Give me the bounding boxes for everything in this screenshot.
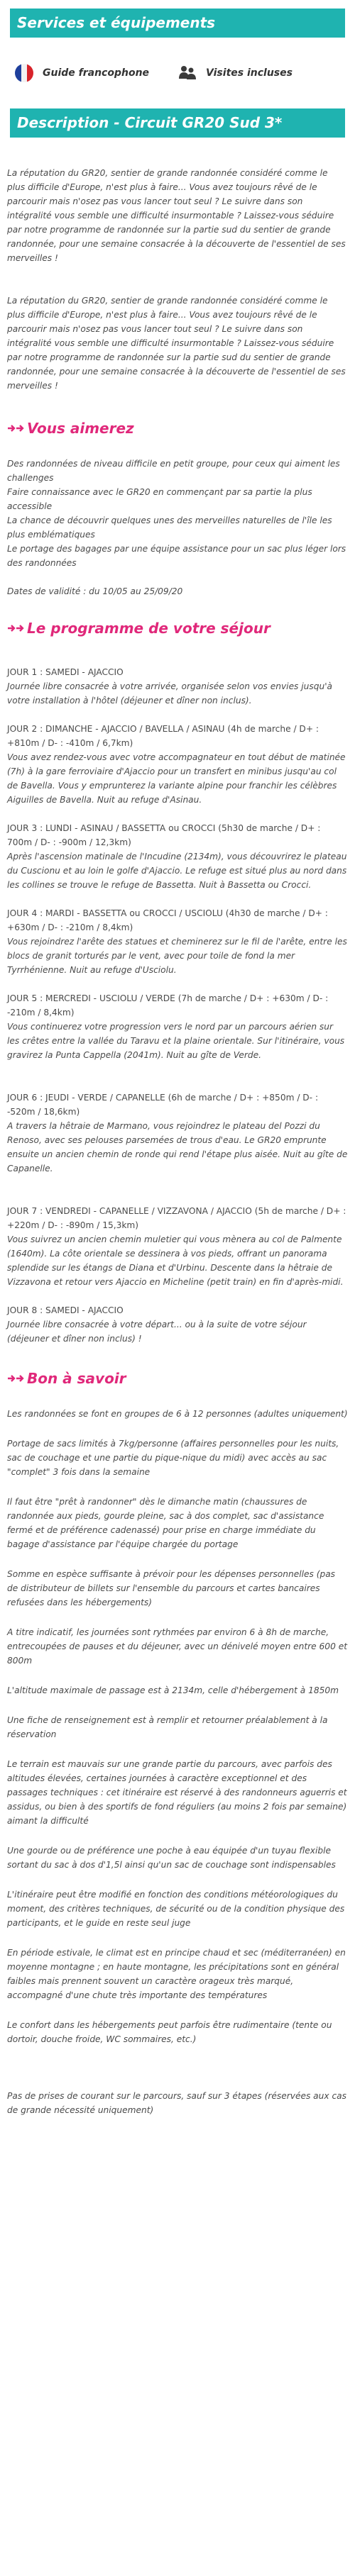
info-paragraph: Il faut être "prêt à randonner" dès le dimanche matin (chaussures de randonnée aux pieds, gourde pleine, sac à dos complet, sac d'assistance fermé et de préférence cadenassé) pour prise en charge immédiate du bagage d'assistance par l'équipe chargée du portage xyxy=(7,1497,324,1549)
info-paragraph: Portage de sacs limités à 7kg/personne (affaires personnelles pour les nuits, sac de couchage et une partie du pique-nique du midi) avec accès au sac "complet" 3 fois dans la semaine xyxy=(7,1439,339,1477)
info-paragraph: Une gourde ou de préférence une poche à eau équipée d'un tuyau flexible sortant du sac à dos d'1,5l ainsi qu'un sac de couchage sont indispensables xyxy=(7,1846,336,1870)
day-body: Vous suivrez un ancien chemin muletier qui vous mènera au col de Palmente (1640m). La côte orientale se dessinera à vos pieds, offrant un panorama splendide sur les étangs de Diana et d'Urbinu. Descente dans la hêtraie de Vizzavona et retour vers Ajaccio en Micheline (petit train) en fin d'après-midi. xyxy=(7,1234,344,1287)
day-heading: JOUR 6 : JEUDI - VERDE / CAPANELLE (6h de marche / D+ : +850m / D- : -520m / 18,6km) xyxy=(7,1093,319,1117)
list-item: La chance de découvrir quelques unes des merveilles naturelles de l'île les plus emblématiques xyxy=(7,515,332,540)
program-day xyxy=(7,991,348,1062)
info-paragraph: Somme en espèce suffisante à prévoir pour les dépenses personnelles (pas de distributeur de billets sur l'ensemble du parcours et cartes bancaires refusées dans les hébergements) xyxy=(7,1569,336,1607)
day-heading: JOUR 8 : SAMEDI - AJACCIO xyxy=(7,1305,124,1315)
info-paragraph: Pas de prises de courant sur le parcours, sauf sur 3 étapes (réservées aux cas de grande nécessité uniquement) xyxy=(7,2091,346,2115)
validity-dates: Dates de validité : du 10/05 au 25/09/20 xyxy=(7,586,183,596)
service-guide xyxy=(14,63,149,83)
double-arrow-icon xyxy=(7,423,24,433)
love-heading xyxy=(7,420,348,437)
program-day xyxy=(7,1303,348,1346)
program-day xyxy=(7,821,348,892)
day-heading: JOUR 3 : LUNDI - ASINAU / BASSETTA ou CROCCI (5h30 de marche / D+ : 700m / D- : -900m / 12,3km) xyxy=(7,823,321,847)
info-paragraph: En période estivale, le climat est en principe chaud et sec (méditerranéen) en moyenne montagne ; en haute montagne, les précipitations sont en général faibles mais prennent souvent un caractère orageux très marqué, accompagné d'une chute très importante des températures xyxy=(7,1948,346,2000)
program-day xyxy=(7,665,348,708)
description-paragraph: La réputation du GR20, sentier de grande randonnée considéré comme le plus difficile d'Europe, n'est plus à faire... Vous avez toujours rêvé de le parcourir mais n'osez pas vous lancer tout seul ? Le suivre dans son intégralité vous semble une difficulté insurmontable ? Laissez-vous séduire par notre programme de randonnée sur la partie sud du sentier de grande randonnée, pour une semaine consacrée à la découverte de l'essentiel de ses merveilles ! xyxy=(7,296,346,391)
info-paragraph: Les randonnées se font en groupes de 6 à 12 personnes (adultes uniquement) xyxy=(7,1409,348,1419)
service-visits-label: Visites incluses xyxy=(206,67,293,79)
info-paragraph: Le confort dans les hébergements peut parfois être rudimentaire (tente ou dortoir, douche froide, WC sommaires, etc.) xyxy=(7,2020,332,2044)
service-guide-label: Guide francophone xyxy=(43,67,150,79)
day-body: A travers la hêtraie de Marmano, vous rejoindrez le plateau del Pozzi du Renoso, avec ses pelouses parsemées de trous d'eau. Le GR20 emprunte ensuite un ancien chemin de ronde qui rend l'étape plus aisée. Nuit au gîte de Capanelle. xyxy=(7,1121,348,1173)
day-heading: JOUR 2 : DIMANCHE - AJACCIO / BAVELLA / ASINAU (4h de marche / D+ : +810m / D- : -410m / 6,7km) xyxy=(7,724,320,748)
day-heading: JOUR 5 : MERCREDI - USCIOLU / VERDE (7h de marche / D+ : +630m / D- : -210m / 8,4km) xyxy=(7,993,329,1017)
double-arrow-icon xyxy=(7,1373,24,1383)
goodtoknow-heading xyxy=(7,1370,348,1387)
description-banner: Description - Circuit GR20 Sud 3* xyxy=(10,108,345,138)
program-day xyxy=(7,722,348,807)
day-body: Journée libre consacrée à votre départ... ou à la suite de votre séjour (déjeuner et dîner non inclus) ! xyxy=(7,1320,307,1344)
program-heading xyxy=(7,620,348,637)
love-list xyxy=(7,457,348,570)
visitors-icon xyxy=(178,63,197,83)
info-paragraph: L'itinéraire peut être modifié en fonction des conditions météorologiques du moment, des critères techniques, de sécurité ou de la condition physique des participants, et le guide en reste seul juge xyxy=(7,1890,345,1928)
services-row xyxy=(7,38,348,108)
day-body: Journée libre consacrée à votre arrivée, organisée selon vos envies jusqu'à votre installation à l'hôtel (déjeuner et dîner non inclus). xyxy=(7,681,333,706)
day-body: Vous avez rendez-vous avec votre accompagnateur en tout début de matinée (7h) à la gare ferroviaire d'Ajaccio pour un transfert en minibus jusqu'au col de Bavella. Vous y emprunterez la variante alpine pour franchir les célèbres Aiguilles de Bavella. Nuit au refuge d'Asinau. xyxy=(7,752,346,805)
list-item: Faire connaissance avec le GR20 en commençant par sa partie la plus accessible xyxy=(7,487,312,511)
services-banner: Services et équipements xyxy=(10,9,345,38)
goodtoknow-title: Bon à savoir xyxy=(27,1370,126,1387)
info-paragraph: Une fiche de renseignement est à remplir et retourner préalablement à la réservation xyxy=(7,1715,328,1739)
list-item: Des randonnées de niveau difficile en petit groupe, pour ceux qui aiment les challenges xyxy=(7,459,340,483)
program-day xyxy=(7,1204,348,1289)
info-paragraph: L'altitude maximale de passage est à 2134m, celle d'hébergement à 1850m xyxy=(7,1685,339,1695)
day-body: Vous continuerez votre progression vers le nord par un parcours aérien sur les crêtes entre la vallée du Taravu et la plaine orientale. Sur l'itinéraire, vous gravirez la Punta Cappella (2041m). Nuit au gîte de Verde. xyxy=(7,1022,345,1060)
info-paragraph: A titre indicatif, les journées sont rythmées par environ 6 à 8h de marche, entrecoupées de pauses et du déjeuner, avec un dénivelé moyen entre 600 et 800m xyxy=(7,1627,347,1666)
description-paragraph: La réputation du GR20, sentier de grande randonnée considéré comme le plus difficile d'Europe, n'est plus à faire... Vous avez toujours rêvé de le parcourir mais n'osez pas vous lancer tout seul ? Le suivre dans son intégralité vous semble une difficulté insurmontable ? Laissez-vous séduire par notre programme de randonnée sur la partie sud du sentier de grande randonnée, pour une semaine consacrée à la découverte de l'essentiel de ses merveilles ! xyxy=(7,168,346,263)
day-body: Après l'ascension matinale de l'Incudine (2134m), vous découvrirez le plateau du Cuscionu et au loin le golfe d'Ajaccio. Le refuge est situé plus au nord dans les collines se trouve le refuge de Bassetta. Nuit à Bassetta ou Crocci. xyxy=(7,852,347,890)
day-body: Vous rejoindrez l'arête des statues et cheminerez sur le fil de l'arête, entre les blocs de granit torturés par le vent, avec pour toile de fond la mer Tyrrhénienne. Nuit au refuge d'Usciolu. xyxy=(7,937,347,975)
program-day xyxy=(7,906,348,977)
day-heading: JOUR 4 : MARDI - BASSETTA ou CROCCI / USCIOLU (4h30 de marche / D+ : +630m / D- : -210m / 8,4km) xyxy=(7,908,328,932)
program-title: Le programme de votre séjour xyxy=(27,620,271,637)
france-flag-icon xyxy=(14,63,34,83)
day-heading: JOUR 7 : VENDREDI - CAPANELLE / VIZZAVONA / AJACCIO (5h de marche / D+ : +220m / D- : -890m / 15,3km) xyxy=(7,1206,346,1230)
list-item: Le portage des bagages par une équipe assistance pour un sac plus léger lors des randonnées xyxy=(7,544,346,568)
day-heading: JOUR 1 : SAMEDI - AJACCIO xyxy=(7,667,124,677)
love-title: Vous aimerez xyxy=(27,420,134,437)
info-paragraph: Le terrain est mauvais sur une grande partie du parcours, avec parfois des altitudes élevées, certaines journées à caractère exceptionnel et des passages techniques : cet itinéraire est réservé à des randonneurs aguerris et assidus, ou bien à des sportifs de fond réguliers (au moins 2 fois par semaine) aimant la difficulté xyxy=(7,1759,347,1826)
service-visits xyxy=(178,63,293,83)
program-day xyxy=(7,1091,348,1176)
double-arrow-icon xyxy=(7,623,24,633)
